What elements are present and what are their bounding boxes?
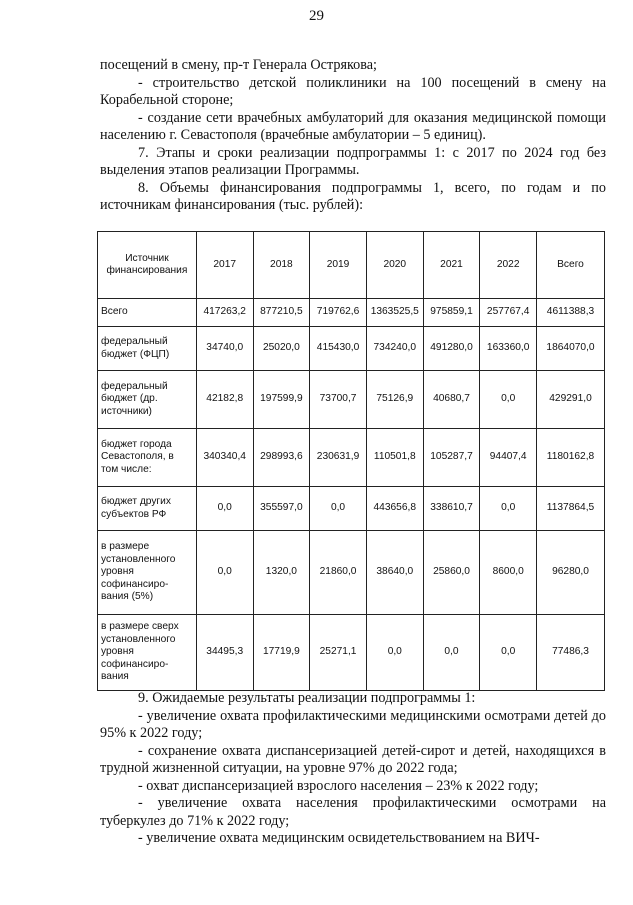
table-cell: 0,0 (196, 531, 253, 615)
row-source: бюджет других субъектов РФ (98, 487, 197, 531)
header-total: Всего (537, 232, 605, 299)
table-cell: 0,0 (480, 487, 537, 531)
header-2022: 2022 (480, 232, 537, 299)
table-cell: 75126,9 (366, 371, 423, 429)
table-row (98, 615, 605, 691)
table-cell: 443656,8 (366, 487, 423, 531)
row-source: федеральный бюджет (др. источники) (98, 371, 197, 429)
paragraph-result-tuberculosis: - увеличение охвата населения профилактическими осмотрами на туберкулез до 71% к 2022 году; (100, 795, 606, 829)
table-cell: 40680,7 (423, 371, 480, 429)
table-cell: 0,0 (310, 487, 367, 531)
row-source: бюджет города Севастополя, в том числе: (98, 429, 197, 487)
table-row (98, 531, 605, 615)
table-cell: 0,0 (423, 615, 480, 691)
table-cell: 230631,9 (310, 429, 367, 487)
table-cell: 110501,8 (366, 429, 423, 487)
table-cell: 34495,3 (196, 615, 253, 691)
table-cell: 25020,0 (253, 327, 310, 371)
table-row (98, 327, 605, 371)
row-source: Всего (98, 299, 197, 327)
paragraph-result-children-exams: - увеличение охвата профилактическими медицинскими осмотрами детей до 95% к 2022 году; (100, 707, 606, 741)
table-cell: 0,0 (480, 615, 537, 691)
paragraph-children-clinic: - строительство детской поликлиники на 100 посещений в смену на Корабельной стороне; (100, 74, 606, 108)
paragraph-financing-intro: 8. Объемы финансирования подпрограммы 1, всего, по годам и по источникам финансирования (тыс. рублей): (100, 179, 606, 213)
table-cell: 8600,0 (480, 531, 537, 615)
table-cell: 105287,7 (423, 429, 480, 487)
header-2017: 2017 (196, 232, 253, 299)
header-2021: 2021 (423, 232, 480, 299)
table-cell: 4611388,3 (537, 299, 605, 327)
table-header-row (98, 232, 605, 299)
row-source: в размере установленного уровня софинансиро-вания (5%) (98, 531, 197, 615)
header-2019: 2019 (310, 232, 367, 299)
table-cell: 491280,0 (423, 327, 480, 371)
table-cell: 0,0 (480, 371, 537, 429)
table-cell: 877210,5 (253, 299, 310, 327)
paragraph-stages: 7. Этапы и сроки реализации подпрограммы 1: с 2017 по 2024 год без выделения этапов реализации Программы. (100, 144, 606, 178)
table-cell: 25860,0 (423, 531, 480, 615)
table-cell: 197599,9 (253, 371, 310, 429)
table-cell: 1363525,5 (366, 299, 423, 327)
row-source: федеральный бюджет (ФЦП) (98, 327, 197, 371)
table-row (98, 429, 605, 487)
paragraph-ambulatory-network: - создание сети врачебных амбулаторий для оказания медицинской помощи населению г. Севастополя (врачебные амбулатории – 5 единиц). (100, 109, 606, 143)
table-cell: 734240,0 (366, 327, 423, 371)
table-cell: 719762,6 (310, 299, 367, 327)
table-cell: 0,0 (366, 615, 423, 691)
table-cell: 0,0 (196, 487, 253, 531)
header-2020: 2020 (366, 232, 423, 299)
paragraph-result-orphans: - сохранение охвата диспансеризацией детей-сирот и детей, находящихся в трудной жизненной ситуации, на уровне 97% до 2022 года; (100, 742, 606, 776)
table-cell: 257767,4 (480, 299, 537, 327)
financing-table (97, 231, 605, 691)
table-cell: 38640,0 (366, 531, 423, 615)
table-cell: 34740,0 (196, 327, 253, 371)
table-row (98, 299, 605, 327)
header-source: Источник финансирования (98, 232, 197, 299)
table-cell: 1137864,5 (537, 487, 605, 531)
table-cell: 355597,0 (253, 487, 310, 531)
table-cell: 415430,0 (310, 327, 367, 371)
header-2018: 2018 (253, 232, 310, 299)
table-row (98, 371, 605, 429)
table-cell: 298993,6 (253, 429, 310, 487)
bottom-text-block (100, 690, 606, 848)
table-cell: 1864070,0 (537, 327, 605, 371)
paragraph-continuation: посещений в смену, пр-т Генерала Острякова; (100, 57, 377, 73)
paragraph-result-hiv: - увеличение охвата медицинским освидетельствованием на ВИЧ- (138, 830, 540, 846)
table-cell: 94407,4 (480, 429, 537, 487)
table-cell: 1180162,8 (537, 429, 605, 487)
table-cell: 338610,7 (423, 487, 480, 531)
table-cell: 25271,1 (310, 615, 367, 691)
top-text-block (100, 57, 606, 215)
table-cell: 77486,3 (537, 615, 605, 691)
table-cell: 429291,0 (537, 371, 605, 429)
row-source: в размере сверх установленного уровня софинансиро-вания (98, 615, 197, 691)
table-cell: 21860,0 (310, 531, 367, 615)
table-cell: 17719,9 (253, 615, 310, 691)
paragraph-result-adult-screening: - охват диспансеризацией взрослого населения – 23% к 2022 году; (138, 777, 539, 794)
table-cell: 417263,2 (196, 299, 253, 327)
table-cell: 163360,0 (480, 327, 537, 371)
table-cell: 1320,0 (253, 531, 310, 615)
table-cell: 42182,8 (196, 371, 253, 429)
table-cell: 96280,0 (537, 531, 605, 615)
table-cell: 73700,7 (310, 371, 367, 429)
table-cell: 340340,4 (196, 429, 253, 487)
table-cell: 975859,1 (423, 299, 480, 327)
paragraph-results-heading: 9. Ожидаемые результаты реализации подпрограммы 1: (138, 690, 476, 706)
page-number: 29 (309, 8, 324, 24)
table-row (98, 487, 605, 531)
